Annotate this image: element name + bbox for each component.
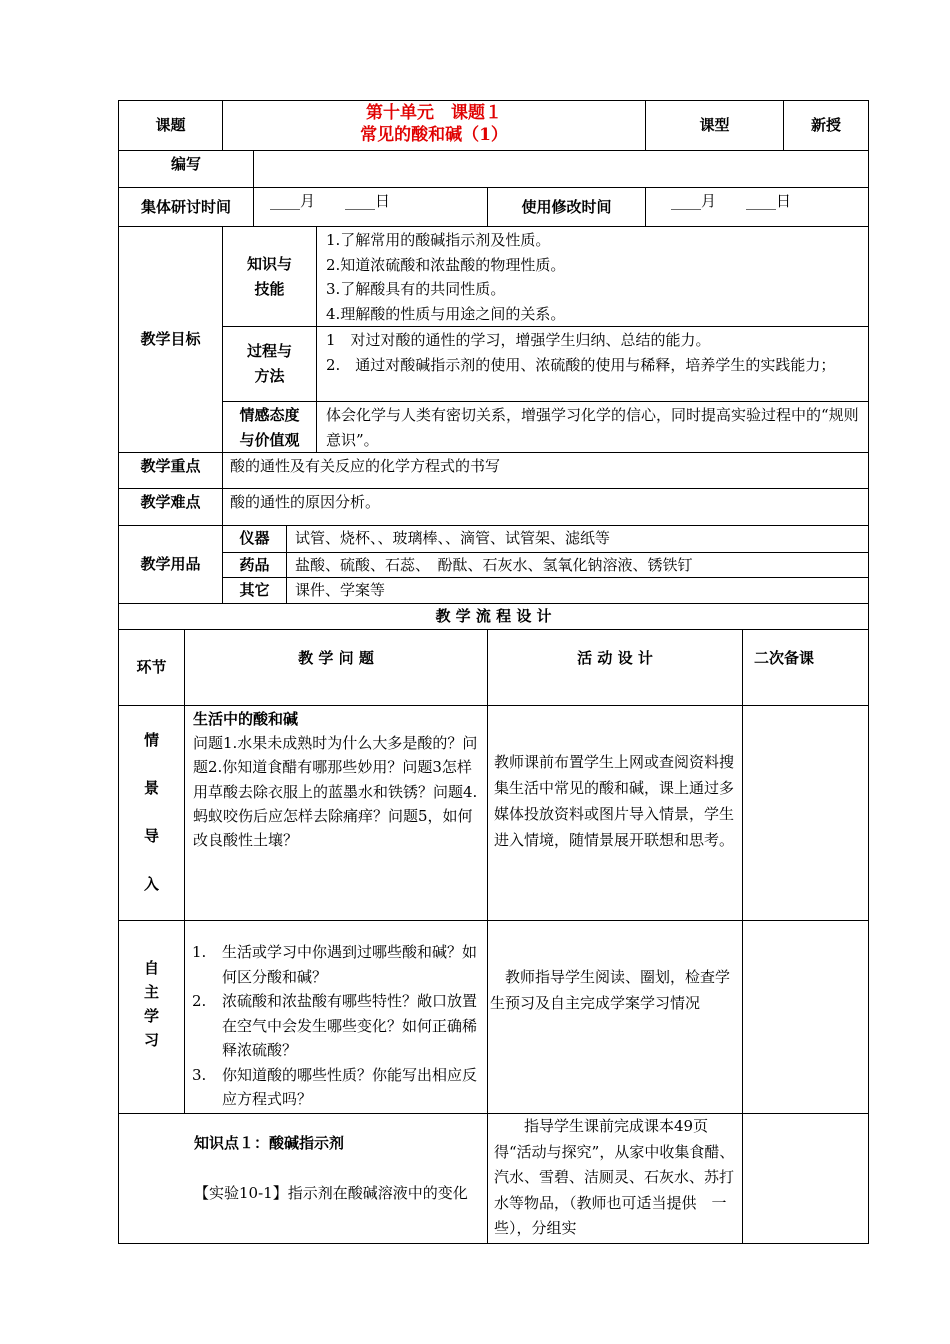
author-label: 编写 [170,155,201,173]
material-row-name: 药品 [239,556,270,574]
material-row-text: 课件、学案等 [295,581,386,599]
stage-char: 情 [143,731,159,749]
process-item: 2. 通过对酸碱指示剂的使用、浓硫酸的使用与稀释，培养学生的实践能力； [326,356,836,374]
process-label-line2: 方法 [254,367,285,385]
subject-label: 课题 [155,116,186,134]
type-label: 课型 [699,116,730,134]
emotion-text: 体会化学与人类有密切关系，增强学习化学的信心，同时提高实验过程中的“规则意识”。 [326,406,859,449]
scene-question-text: 问题1.水果未成熟时为什么大多是酸的？问题2.你知道食醋有哪那些妙用？问题3怎样用草酸去除衣服上的蓝墨水和铁锈？问题4.蚂蚁咬伤后应怎样去除痛痒？问题5，如何改良酸性土壤？ [193,734,478,850]
stage-char: 景 [143,779,159,797]
process-label-line1: 过程与 [246,342,292,360]
col-question: 教 学 问 题 [298,649,374,667]
group-date-value: ____月 ____日 [270,192,391,210]
material-row-name: 仪器 [239,529,270,547]
stage-char: 习 [143,1031,159,1049]
use-date-label: 使用修改时间 [521,198,612,216]
author-value[interactable] [254,150,868,187]
stage-scene [119,728,184,898]
goals-label: 教学目标 [140,330,201,348]
materials-label: 教学用品 [140,555,201,573]
group-date-label: 集体研讨时间 [140,198,231,216]
knowledge-label-line2: 技能 [254,280,285,298]
knowledge-list [326,228,866,326]
col-backup: 二次备课 [754,649,815,667]
knowledge-label [223,252,316,302]
self-study-item: 3. 你知道酸的哪些性质？你能写出相应反应方程式吗？ [192,1065,478,1108]
use-date-value: ____月 ____日 [671,192,792,210]
stage-char: 入 [143,875,159,893]
emotion-label-line1: 情感态度 [239,406,300,424]
scene-questions [193,707,483,917]
knowledge1-activity: 指导学生课前完成课本49页得“活动与探究”，从家中收集食醋、汽水、雪碧、洁厕灵、石灰水、苏打水等物品，（教师也可适当提供 一些），分组实 [494,1117,735,1237]
knowledge-item: 3.了解酸具有的共同性质。 [326,280,506,298]
stage-char: 自 [143,959,159,977]
process-item: 1 对过对酸的通性的学习，增强学生归纳、总结的能力。 [326,331,711,349]
knowledge-item: 4.理解酸的性质与用途之间的关系。 [326,304,566,323]
stage-self-study [119,956,184,1056]
flow-title: 教 学 流 程 设 计 [435,607,552,625]
lesson-title [223,102,645,150]
self-study-questions [192,940,485,1110]
knowledge-item: 1.了解常用的酸碱指示剂及性质。 [326,231,551,249]
stage-char: 主 [143,983,159,1001]
lesson-title-line1: 第十单元 课题１ [366,103,502,123]
scene-heading: 生活中的酸和碱 [193,710,299,728]
self-study-item: 1. 生活或学习中你遇到过哪些酸和碱？如何区分酸和碱？ [192,943,478,986]
scene-activity: 教师课前布置学生上网或查阅资料搜集生活中常见的酸和碱，课上通过多媒体投放资料或图片导入情景，学生进入情境，随情景展开联想和思考。 [494,753,735,849]
knowledge-item: 2.知道浓硫酸和浓盐酸的物理性质。 [326,255,566,274]
key-point-text: 酸的通性及有关反应的化学方程式的书写 [230,457,501,475]
material-row-text: 试管、烧杯、、玻璃棒、、滴管、试管架、滤纸等 [295,529,611,547]
difficulty-text: 酸的通性的原因分析。 [230,493,381,511]
knowledge1-experiment: 【实验10-1】指示剂在酸碱溶液中的变化 [194,1184,468,1202]
stage-char: 学 [143,1007,159,1025]
knowledge-label-line1: 知识与 [246,255,292,273]
emotion-label [223,403,316,452]
key-point-label: 教学重点 [140,457,201,475]
stage-char: 导 [143,827,159,845]
type-value: 新授 [810,116,841,134]
material-row-name: 其它 [239,581,270,599]
material-row-text: 盐酸、硫酸、石蕊、 酚酞、石灰水、氢氧化钠溶液、锈铁钉 [295,556,693,574]
process-label [223,339,316,389]
self-study-activity: 教师指导学生阅读、圈划，检查学生预习及自主完成学案学习情况 [490,968,731,1012]
col-activity: 活 动 设 计 [577,649,653,667]
lesson-title-line2: 常见的酸和碱（1） [360,125,508,145]
process-list [326,328,864,401]
col-stage: 环节 [136,658,167,676]
knowledge1-heading: 知识点１：酸碱指示剂 [194,1134,345,1152]
self-study-item: 2. 浓硫酸和浓盐酸有哪些特性？敞口放置在空气中会发生哪些变化？如何正确稀释浓硫酸？ [192,992,478,1059]
difficulty-label: 教学难点 [140,493,201,511]
emotion-label-line2: 与价值观 [239,431,300,449]
